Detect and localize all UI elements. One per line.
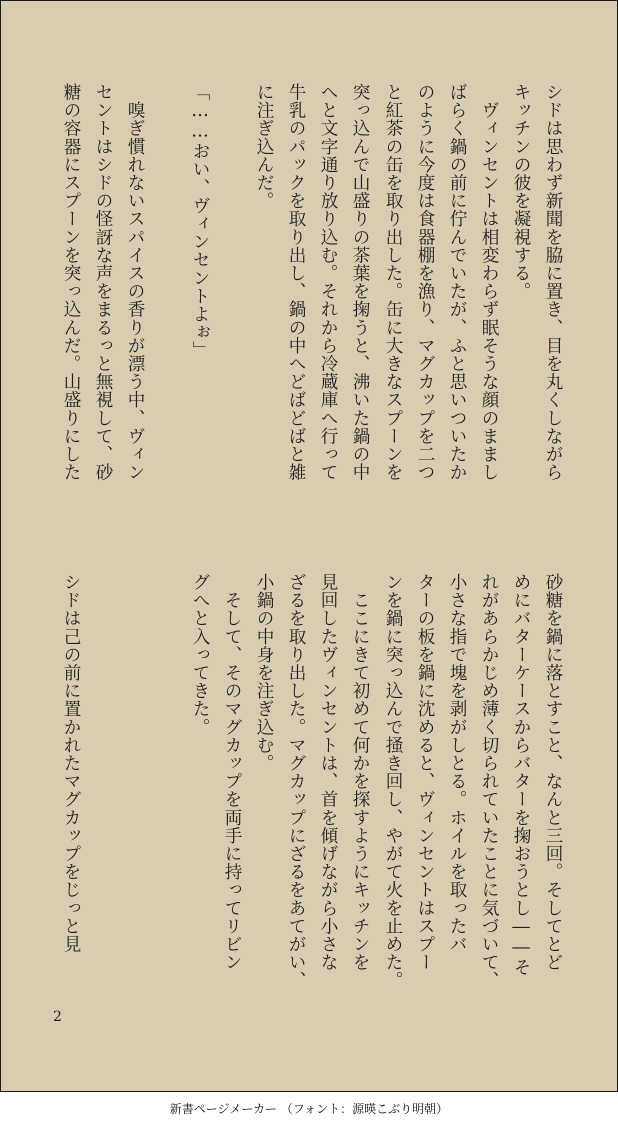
text-line: のように今度は食器棚を漁り、マグカップを二つ [415,83,435,482]
text-line: と紅茶の缶を取り出した。缶に大きなスプーンを [383,83,403,482]
text-line: 小鍋の中身を注ぎ込む。 [254,573,274,773]
text-line: シドは思わず新聞を脇に置き、目を丸くしながら [543,83,563,482]
text-line: めにバターケースからバターを掬おうとし――そ [511,573,531,976]
text-line: 見回したヴィンセントは、首を傾げながら小さな [318,573,338,972]
text-line: ターの板を鍋に沈めると、ヴィンセントはスプー [415,573,435,972]
text-line: ばらく鍋の前に佇んでいたが、ふと思いついたか [447,83,467,482]
text-line: 小さな指で塊を剥がしとる。ホイルを取ったバ [447,573,467,954]
text-line: 糖の容器にスプーンを突っ込んだ。山盛りにした [61,83,81,482]
text-line: セントはシドの怪訝な声をまるっと無視して、砂 [93,83,113,482]
text-line: ざるを取り出した。マグカップにざるをあてがい、 [286,573,306,990]
text-line: 嗅ぎ慣れないスパイスの香りが漂う中、ヴィン [125,83,145,482]
text-line: ヴィンセントは相変わらず眠そうな顔のままし [479,83,499,482]
text-line: れがあらかじめ薄く切られていたことに気づいて、 [479,573,499,990]
text-line: ンを鍋に突っ込んで掻き回し、やがて火を止めた。 [383,573,403,990]
footer-caption: 新書ページメーカー （フォント：源暎こぶり明朝） [169,1102,449,1116]
text-line: 「……おい、ヴィンセントよぉ」 [190,83,210,360]
text-line: グへと入ってきた。 [190,573,210,736]
text-line: 突っ込んで山盛りの茶葉を掬うと、沸いた鍋の中 [350,83,370,482]
text-line: キッチンの彼を凝視する。 [511,83,531,301]
text-line: そして、そのマグカップを両手に持ってリビン [222,573,242,972]
text-line: へと文字通り放り込む。それから冷蔵庫へ行って [318,83,338,482]
text-line: ここにきて初めて何かを探すようにキッチンを [350,573,370,972]
text-line: シドは己の前に置かれたマグカップをじっと見 [61,573,81,954]
text-line: 砂糖を鍋に落とすこと、なんと三回。そしてとど [543,573,563,972]
text-line: 牛乳のパックを取り出し、鍋の中へどばどばと雑 [286,83,306,482]
text-line: に注ぎ込んだ。 [254,83,274,210]
page-number: 2 [53,1009,62,1025]
